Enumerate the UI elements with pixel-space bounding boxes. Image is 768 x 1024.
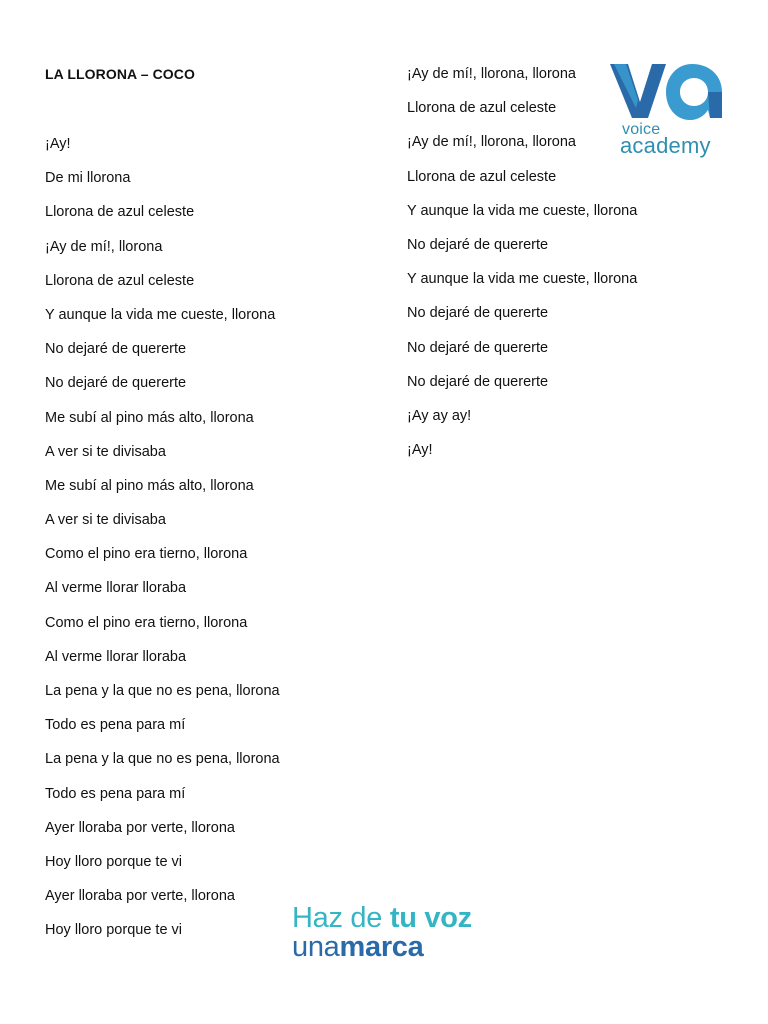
logo-word-voice: voice — [622, 121, 661, 138]
lyric-line: Como el pino era tierno, llorona — [45, 546, 248, 563]
lyrics-column-right — [407, 57, 637, 467]
lyric-line: Llorona de azul celeste — [45, 272, 195, 289]
lyric-line: Hoy lloro porque te vi — [45, 922, 183, 939]
song-title: LA LLORONA – COCO — [45, 66, 195, 82]
lyric-line: ¡Ay ay ay! — [407, 407, 472, 424]
lyric-line: No dejaré de quererte — [407, 236, 549, 253]
lyric-line: ¡Ay de mí!, llorona — [45, 238, 163, 255]
lyric-line: No dejaré de quererte — [45, 375, 187, 392]
lyric-line: No dejaré de quererte — [407, 339, 549, 356]
lyric-line: No dejaré de quererte — [407, 305, 549, 322]
lyric-line: Y aunque la vida me cueste, llorona — [407, 271, 638, 288]
lyric-line: Todo es pena para mí — [45, 785, 186, 802]
lyric-line: Me subí al pino más alto, llorona — [45, 409, 254, 426]
lyric-line: Todo es pena para mí — [45, 717, 186, 734]
va-logo-mark — [606, 58, 726, 124]
lyric-line: ¡Ay de mí!, llorona, llorona — [407, 66, 576, 82]
logo-word-academy: academy — [620, 133, 711, 158]
lyric-line: A ver si te divisaba — [45, 512, 166, 529]
slogan — [292, 904, 512, 968]
slogan-text: Haz de — [292, 902, 390, 934]
slogan-line-2 — [292, 933, 512, 962]
lyric-line: ¡Ay! — [45, 136, 71, 152]
lyric-line: No dejaré de quererte — [45, 341, 187, 358]
lyric-line: Llorona de azul celeste — [407, 100, 557, 117]
lyric-line: Llorona de azul celeste — [45, 204, 195, 221]
lyric-line: No dejaré de quererte — [407, 373, 549, 390]
lyric-line: Como el pino era tierno, llorona — [45, 614, 248, 631]
lyric-line: De mi llorona — [45, 170, 131, 187]
slogan-text-bold: marca — [339, 931, 424, 963]
slogan-text-bold: tu voz — [389, 902, 472, 934]
lyric-line: La pena y la que no es pena, llorona — [45, 683, 280, 699]
slogan-text: una — [292, 931, 340, 963]
lyric-line: ¡Ay de mí!, llorona, llorona — [407, 134, 576, 151]
voice-academy-logo — [606, 58, 726, 162]
lyric-line: Ayer lloraba por verte, llorona — [45, 888, 235, 905]
lyric-line: Llorona de azul celeste — [407, 168, 557, 185]
lyric-line: Hoy lloro porque te vi — [45, 853, 183, 870]
lyric-line: Y aunque la vida me cueste, llorona — [45, 306, 276, 323]
lyric-line: Ayer lloraba por verte, llorona — [45, 819, 235, 836]
lyrics-column-left — [45, 127, 280, 948]
lyric-line: Al verme llorar lloraba — [45, 580, 187, 597]
lyric-line: Me subí al pino más alto, llorona — [45, 477, 254, 494]
lyric-line: A ver si te divisaba — [45, 443, 166, 460]
slogan-line-1 — [292, 904, 512, 933]
lyric-line: Y aunque la vida me cueste, llorona — [407, 202, 638, 219]
lyric-line: La pena y la que no es pena, llorona — [45, 751, 280, 768]
lyric-line: ¡Ay! — [407, 442, 433, 459]
lyric-line: Al verme llorar lloraba — [45, 648, 187, 665]
